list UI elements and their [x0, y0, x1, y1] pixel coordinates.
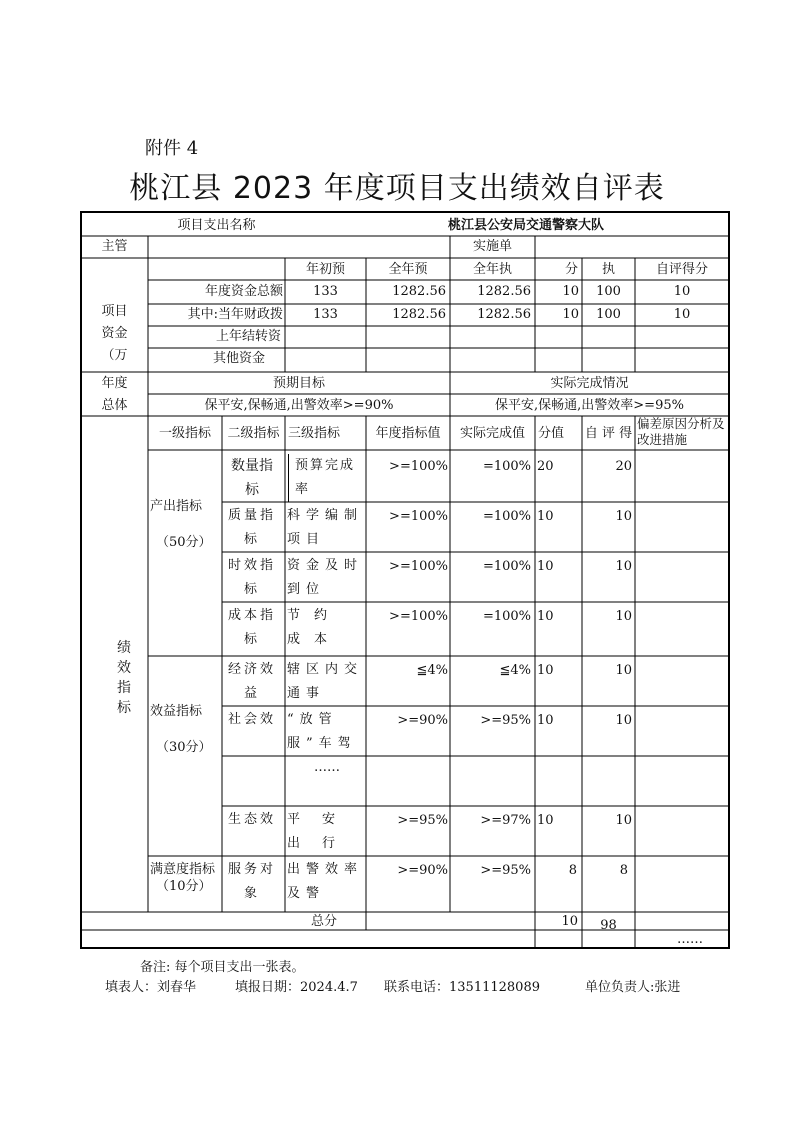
indicator-self: 10 — [615, 663, 632, 678]
indicator-target: >=100% — [389, 609, 448, 624]
total-self: 98 — [600, 918, 617, 930]
implementer-label: 实施单 — [472, 239, 512, 254]
funds-cell: 1282.56 — [392, 284, 446, 299]
footer-note: 备注: 每个项目支出一张表。 — [140, 960, 305, 975]
indicator-target: >=100% — [389, 509, 448, 524]
funds-label-2: 资金 — [101, 326, 128, 341]
funds-label-1: 项目 — [101, 304, 128, 319]
funds-col-self: 自评得分 — [655, 262, 708, 277]
project-name-label: 项目支出名称 — [177, 218, 256, 233]
indicator-score: 10 — [537, 813, 554, 828]
funds-cell: 10 — [673, 307, 691, 322]
indicator-actual: =100% — [482, 559, 531, 574]
indicator-level2: 社会效 — [227, 712, 276, 727]
funds-cell: 1282.56 — [477, 307, 531, 322]
indicator-level2: 服务对象 — [227, 862, 276, 901]
funds-cell: 133 — [313, 307, 338, 322]
indicator-actual: =100% — [482, 609, 531, 624]
indicator-actual: >=95% — [480, 713, 531, 728]
indicator-score: 10 — [537, 509, 554, 524]
document-title: 桃江县 2023 年度项目支出绩效自评表 — [129, 171, 665, 206]
perf-header-deviation: 偏差原因分析及改进措施 — [637, 416, 725, 447]
funds-col-score: 分 — [564, 262, 578, 277]
indicator-level2: 数量指标 — [231, 458, 273, 498]
indicator-level3: 出警效率及警 — [287, 862, 364, 901]
total-ellipsis: …… — [677, 932, 703, 947]
indicator-target: >=90% — [397, 713, 448, 728]
indicator-level3: 资金及时到位 — [287, 558, 364, 597]
indicator-level2: 时效指标 — [227, 558, 276, 597]
satisfaction-score: （10分） — [156, 879, 212, 894]
indicator-level2: 生态效 — [227, 812, 276, 827]
output-score: （50分） — [156, 535, 212, 550]
indicator-level2: 成本指标 — [227, 608, 276, 647]
funds-row-label: 其他资金 — [212, 351, 265, 366]
indicator-self: 8 — [619, 863, 628, 878]
indicator-actual: =100% — [482, 509, 531, 524]
indicator-score: 10 — [537, 713, 554, 728]
overall-expected-header: 预期目标 — [272, 376, 325, 391]
indicator-self: 10 — [615, 559, 632, 574]
indicator-level3: 节约成本 — [287, 608, 342, 647]
indicator-self: 10 — [615, 509, 632, 524]
overall-label-2: 总体 — [101, 398, 128, 413]
funds-cell: 1282.56 — [392, 307, 446, 322]
benefit-score: （30分） — [156, 740, 212, 755]
perf-header-actual: 实际完成值 — [459, 426, 525, 441]
footer-leader: 单位负责人:张进 — [585, 980, 681, 995]
funds-cell: 1282.56 — [477, 284, 531, 299]
perf-header-level3: 三级指标 — [288, 426, 341, 441]
footer-filler: 填表人：刘春华 — [105, 980, 197, 995]
indicator-level3: 科学编制项目 — [287, 508, 364, 547]
funds-cell: 100 — [596, 307, 621, 322]
indicator-actual: >=97% — [480, 813, 531, 828]
overall-label-1: 年度 — [101, 376, 128, 391]
attachment-label: 附件 4 — [145, 138, 199, 159]
perf-header-self: 自 评 得 — [584, 426, 633, 441]
indicator-score: 10 — [537, 559, 554, 574]
overall-actual-value: 保平安,保畅通,出警效率>=95% — [495, 398, 684, 413]
footer-date: 填报日期：2024.4.7 — [235, 980, 358, 995]
funds-col-executed: 全年执 — [472, 262, 512, 277]
indicator-self: 20 — [615, 459, 632, 474]
indicator-score: 20 — [537, 459, 554, 474]
overall-expected-value: 保平安,保畅通,出警效率>=90% — [204, 398, 394, 413]
funds-cell: 10 — [562, 284, 579, 299]
funds-col-initial: 年初预 — [305, 262, 345, 277]
indicator-score: 8 — [568, 863, 577, 878]
indicator-self: 10 — [615, 713, 632, 728]
indicator-target: >=90% — [397, 863, 448, 878]
indicator-level3: 辖区内交通事 — [287, 662, 364, 701]
funds-cell: 133 — [313, 284, 338, 299]
indicator-self: 10 — [615, 813, 632, 828]
indicator-actual: =100% — [482, 459, 531, 474]
funds-col-rate: 执 — [601, 262, 615, 277]
funds-cell: 10 — [562, 307, 579, 322]
indicator-level2: 经济效益 — [227, 662, 276, 701]
funds-row-label: 上年结转资 — [215, 329, 281, 344]
output-label: 产出指标 — [150, 499, 203, 514]
benefit-label: 效益指标 — [150, 704, 203, 719]
indicator-score: 10 — [537, 663, 554, 678]
funds-cell: 10 — [673, 284, 691, 299]
total-label: 总分 — [310, 914, 337, 929]
indicator-actual: >=95% — [480, 863, 531, 878]
indicator-self: 10 — [615, 609, 632, 624]
indicator-target: >=95% — [397, 813, 448, 828]
funds-label-3: （万 — [101, 348, 128, 363]
project-name-value: 桃江县公安局交通警察大队 — [447, 218, 604, 233]
perf-header-level2: 二级指标 — [227, 426, 280, 441]
indicator-level3: 预算完成率 — [288, 454, 366, 502]
indicator-level3: “放管服”车驾 — [287, 712, 357, 751]
perf-header-target: 年度指标值 — [375, 426, 441, 441]
funds-row-label: 其中:当年财政拨 — [187, 307, 283, 322]
satisfaction-label: 满意度指标 — [150, 862, 216, 877]
indicator-target: ≦4% — [416, 663, 448, 678]
perf-header-level1: 一级指标 — [158, 426, 211, 441]
perf-header-score: 分值 — [538, 426, 565, 441]
indicator-target: >=100% — [389, 459, 448, 474]
total-score: 10 — [561, 914, 578, 929]
overall-actual-header: 实际完成情况 — [550, 376, 629, 391]
indicator-score: 10 — [537, 609, 554, 624]
indicator-target: >=100% — [389, 559, 448, 574]
funds-col-annual: 全年预 — [388, 262, 428, 277]
indicator-level3: 平安出行 — [287, 812, 358, 851]
perf-side-label: 绩效指标 — [117, 640, 131, 716]
indicator-level2: 质量指标 — [227, 508, 276, 547]
footer-phone: 联系电话：13511128089 — [384, 980, 540, 995]
funds-cell: 100 — [596, 284, 621, 299]
indicator-level3: …… — [314, 760, 340, 775]
funds-row-label: 年度资金总额 — [204, 284, 283, 299]
indicator-actual: ≦4% — [499, 663, 531, 678]
supervisor-label: 主管 — [101, 239, 128, 254]
